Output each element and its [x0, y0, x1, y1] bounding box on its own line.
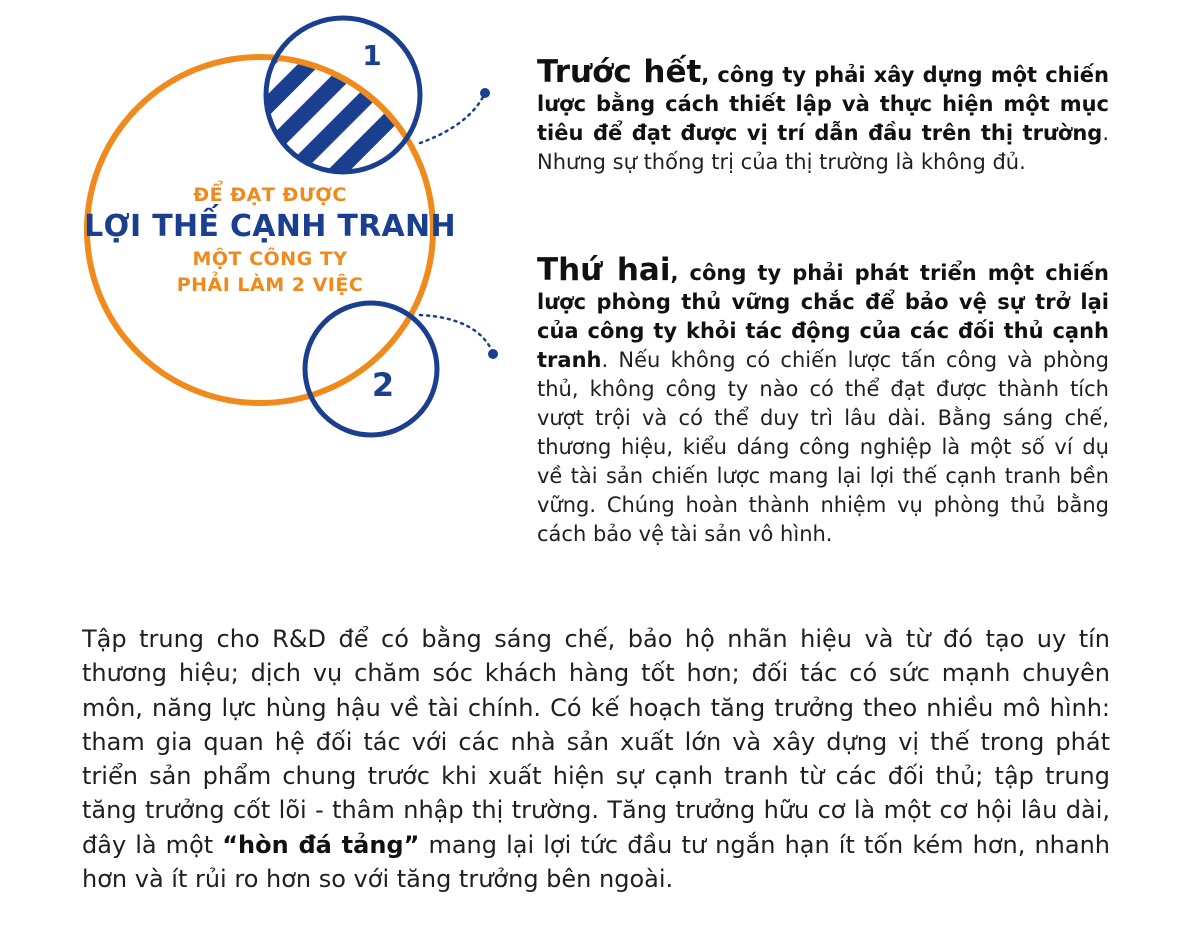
center-line-1: ĐỂ ĐẠT ĐƯỢC	[193, 184, 347, 206]
competitive-advantage-diagram	[0, 0, 520, 460]
badge-2-number: 2	[371, 366, 395, 404]
center-line-3: MỘT CÔNG TY	[192, 248, 348, 270]
bottom-paragraph	[82, 622, 1110, 896]
point-1-text: . Nhưng sự thống trị của thị trường là không đủ.	[537, 121, 1109, 174]
connector-1-dotted	[420, 93, 485, 143]
point-1-bold-text: , công ty phải xây dựng một chiến lược bằng cách thiết lập và thực hiện một mục tiêu để đạt được vị trí dẫn đầu trên thị trường	[537, 63, 1109, 145]
badge-1-number: 1	[362, 39, 382, 72]
bottom-bold-phrase: “hòn đá tảng”	[222, 830, 420, 859]
center-title: LỢI THẾ CẠNH TRANH	[84, 209, 456, 244]
point-2-bold-text: , công ty phải phát triển một chiến lược phòng thủ vững chắc để bảo vệ sự trở lại của công ty khỏi tác động của các đối thủ cạnh tranh	[537, 261, 1109, 372]
point-1-lead: Trước hết	[537, 54, 702, 90]
bottom-text-2: mang lại lợi tức đầu tư ngắn hạn ít tốn kém hơn, nhanh hơn và ít rủi ro hơn so với tăng trưởng bên ngoài.	[82, 830, 1110, 894]
bottom-text-1: Tập trung cho R&D để có bằng sáng chế, bảo hộ nhãn hiệu và từ đó tạo uy tín thương hiệu; dịch vụ chăm sóc khách hàng tốt hơn; đối tác có sức mạnh chuyên môn, năng lực hùng hậu về tài chính. Có kế hoạch tăng trưởng theo nhiều mô hình: tham gia quan hệ đối tác với các nhà sản xuất lớn và xây dựng vị thế trong phát triển sản phẩm chung trước khi xuất hiện sự cạnh tranh từ các đối thủ; tập trung tăng trưởng cốt lõi - thâm nhập thị trường. Tăng trưởng hữu cơ là một cơ hội lâu dài, đây là một	[82, 625, 1110, 859]
point-1-paragraph	[537, 54, 1109, 177]
connector-1-dot	[480, 88, 490, 98]
point-2-text: . Nếu không có chiến lược tấn công và phòng thủ, không công ty nào có thể đạt được thành tích vượt trội và có thể duy trì lâu dài. Bằng sáng chế, thương hiệu, kiểu dáng công nghiệp là một số ví dụ về tài sản chiến lược mang lại lợi thế cạnh tranh bền vững. Chúng hoàn thành nhiệm vụ phòng thủ bằng cách bảo vệ tài sản vô hình.	[537, 348, 1109, 546]
center-line-4: PHẢI LÀM 2 VIỆC	[176, 274, 364, 296]
connector-2-dot	[488, 349, 498, 359]
point-2-paragraph	[537, 252, 1109, 549]
point-2-lead: Thứ hai	[537, 252, 671, 288]
